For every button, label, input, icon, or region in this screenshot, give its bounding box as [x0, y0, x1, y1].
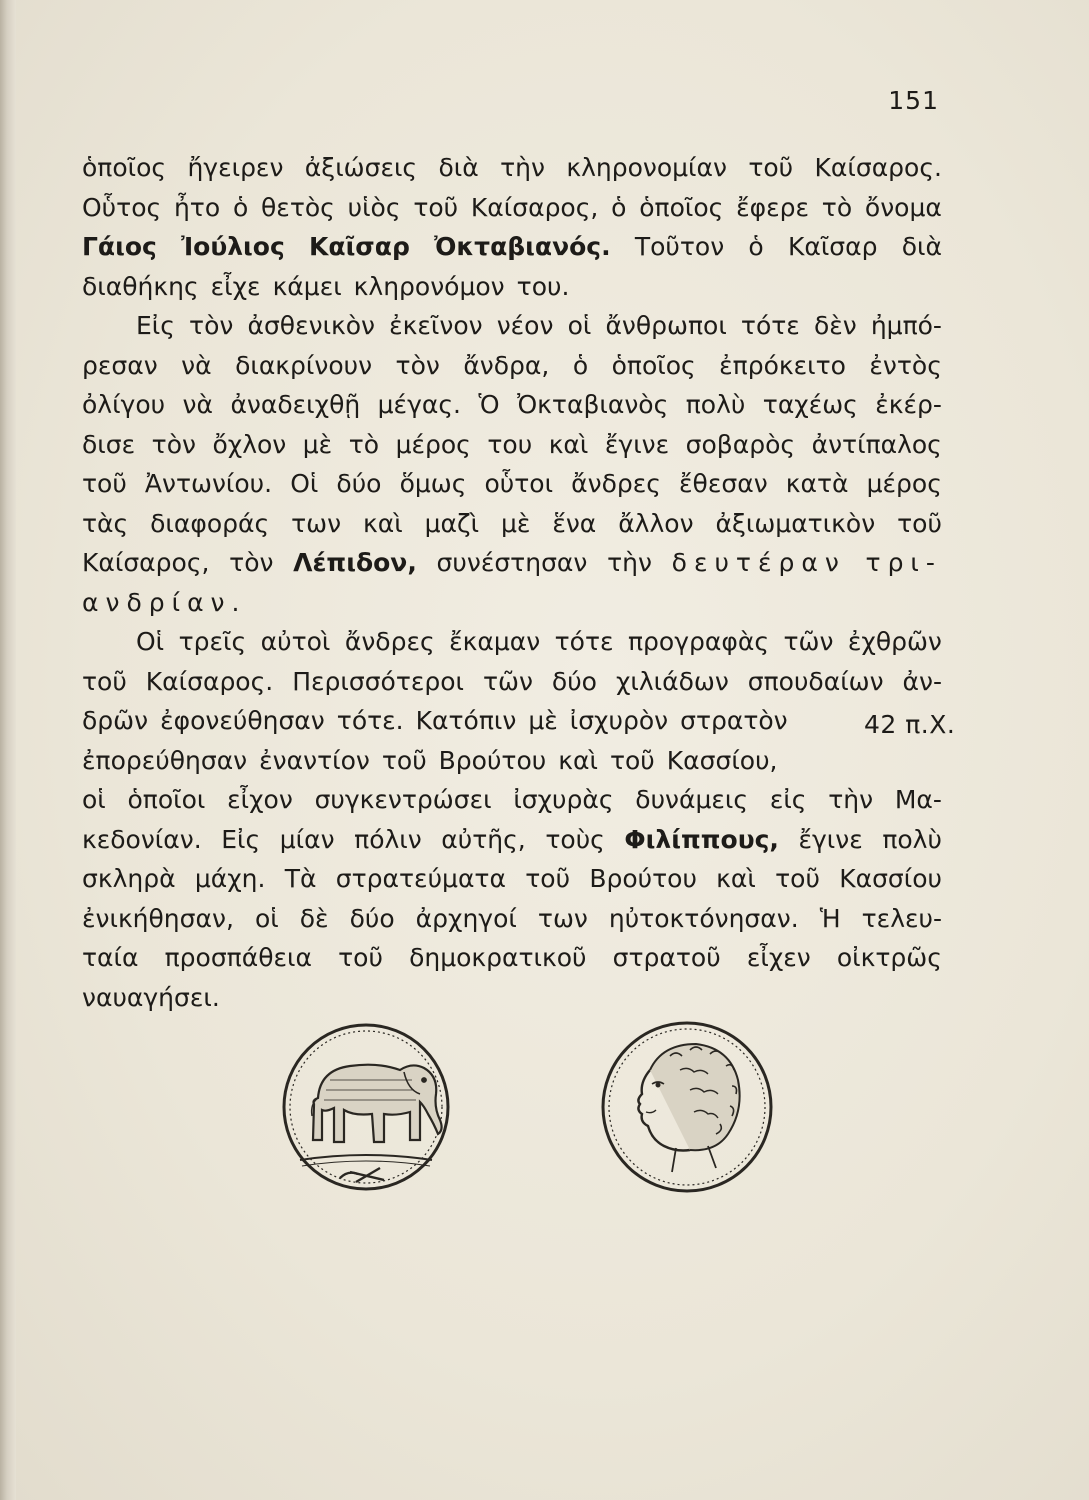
word: οὗτοι: [484, 469, 554, 498]
word: τοῦ: [775, 864, 820, 893]
word: ηὐτοκτόνησαν.: [608, 903, 799, 933]
text-line: [82, 148, 942, 188]
word: τοὺς: [545, 824, 605, 854]
word: δὲ: [299, 903, 329, 933]
word: ὁποῖοι: [127, 785, 206, 814]
word: ἀντίπαλος: [811, 429, 942, 459]
carnyx-symbol-icon: [340, 1168, 384, 1182]
text-line: [82, 543, 942, 583]
word: μέγας.: [377, 390, 461, 419]
word: Καίσαρος.: [145, 666, 274, 696]
word: τοῦ: [413, 192, 459, 222]
word: δύο: [349, 903, 395, 933]
word: ἀσθενικὸν: [247, 311, 376, 340]
word: δύο: [551, 666, 597, 696]
word: οἱ: [82, 785, 106, 814]
word: τῶν: [783, 627, 834, 656]
word: ὁ: [572, 350, 589, 380]
word: τὴν: [500, 153, 545, 182]
word: ἐκέρ-: [875, 390, 942, 419]
word: Μα-: [894, 785, 942, 814]
page-binding-shadow: [0, 0, 16, 1500]
word: μίαν: [279, 824, 335, 854]
elephant-coin: [284, 1025, 448, 1189]
text-line: [82, 583, 942, 623]
word: τὴν: [828, 785, 874, 814]
word: κληρονόμον: [353, 271, 505, 301]
word: τοῦ: [338, 943, 383, 972]
word: ὁποῖος: [82, 153, 167, 182]
word: αὐτοὶ: [260, 627, 331, 656]
word: τοῦ: [609, 745, 655, 775]
word: ἄνδρες: [571, 469, 661, 498]
word: Καίσαρος.: [814, 153, 942, 182]
word: τῶν: [483, 666, 533, 696]
word: Οἱ: [136, 627, 165, 656]
text-line: [82, 662, 942, 702]
word: ὅμως: [399, 469, 467, 498]
word: ἕνα: [552, 508, 597, 538]
word: τὸ: [821, 192, 853, 222]
word: δημοκρατικοῦ: [409, 943, 587, 972]
word: τὸν: [151, 429, 196, 459]
word: ἀξιωματικὸν: [715, 508, 876, 538]
word: δισε: [82, 429, 136, 459]
text-line: [82, 978, 942, 1018]
text-line: [82, 938, 942, 978]
word: ὁ: [748, 232, 764, 261]
text-line: [82, 622, 942, 662]
word: συγκεντρώσει: [314, 785, 492, 814]
word: ὄχλον: [212, 429, 287, 459]
word: Καίσαρος,: [82, 548, 210, 577]
word: ἄνθρωποι: [605, 311, 727, 340]
word: Ὁ: [478, 390, 500, 419]
word: ἐναντίον: [259, 745, 370, 775]
word: Καίσαρος,: [470, 192, 599, 222]
word: ἄνδρα,: [463, 350, 550, 380]
word: ἐχθρῶν: [847, 627, 942, 656]
word: σπουδαίων: [747, 666, 884, 696]
word: ὀλίγου: [82, 390, 166, 419]
word: ἐκεῖνον: [389, 311, 483, 340]
word: ναυαγήσει.: [82, 982, 220, 1012]
word: πόλιν: [354, 824, 422, 854]
word: καὶ: [362, 508, 403, 538]
word: ἔγινε: [798, 824, 863, 854]
word: τὸν: [229, 548, 274, 577]
word: ταχέως: [762, 390, 858, 419]
text-line: [82, 306, 942, 346]
word: δρῶν: [82, 706, 149, 735]
word: μὲ: [500, 508, 531, 538]
word: ὁ: [611, 192, 627, 222]
word: ἐφονεύθησαν: [160, 706, 325, 735]
word: ἀξιώσεις: [304, 153, 418, 182]
word: προγραφὰς: [628, 627, 770, 656]
word: Τὰ: [284, 864, 317, 893]
word: μαζὶ: [424, 508, 480, 538]
word: Οὗτος: [82, 192, 162, 222]
bold-name: Γάιος: [82, 232, 157, 261]
word: δύο: [336, 469, 382, 498]
word: σοβαρὸς: [685, 429, 796, 459]
word: τελευ-: [861, 903, 942, 933]
word: ρεσαν: [82, 350, 158, 380]
word: Ἀντωνίου.: [144, 469, 273, 498]
word: κληρονομίαν: [566, 153, 727, 182]
word: τὸ: [348, 429, 380, 459]
word: τὸν: [395, 350, 440, 380]
word: τὴν: [607, 548, 652, 577]
text-line: [82, 267, 942, 307]
word: τοῦ: [897, 508, 942, 538]
word: δὲν: [813, 311, 857, 340]
word: νὰ: [182, 390, 213, 419]
text-line: [82, 780, 942, 820]
word: ἔφερε: [736, 192, 809, 222]
word: Εἰς: [136, 311, 175, 340]
word: ἐντὸς: [869, 350, 942, 380]
word: των: [537, 903, 588, 933]
word: συνέστησαν: [436, 548, 588, 577]
word: κάμει: [272, 271, 342, 301]
word: ἔκαμαν: [449, 627, 541, 656]
word: αὐτῆς,: [441, 824, 526, 854]
text-line: [82, 464, 942, 504]
word: οἱ: [567, 311, 592, 340]
word: τοῦ: [748, 153, 794, 182]
bold-name: Φιλίππους,: [624, 824, 779, 854]
word: καὶ: [558, 745, 598, 775]
word: μὲ: [528, 706, 558, 735]
word: χιλιάδων: [615, 666, 729, 696]
word: τοῦ: [82, 469, 127, 498]
word: οἱ: [254, 903, 279, 933]
word: εἶχε: [210, 271, 261, 301]
word: Εἰς: [221, 824, 261, 854]
word: μέρος: [866, 469, 942, 498]
word: Περισσότεροι: [292, 666, 465, 696]
word: προσπάθεια: [164, 943, 312, 972]
elephant-icon: [312, 1065, 442, 1142]
word: διὰ: [438, 153, 479, 182]
word: μάχη.: [194, 864, 266, 893]
word: νέον: [496, 311, 554, 340]
word: του.: [516, 271, 570, 301]
word: στρατοῦ: [612, 943, 721, 972]
text-line: [82, 741, 942, 781]
word: οἰκτρῶς: [836, 943, 942, 972]
laureate-head-icon: [638, 1044, 739, 1172]
word: πολὺ: [685, 390, 746, 419]
text-line: [82, 188, 942, 228]
word: ὁποῖος: [639, 192, 724, 222]
marginal-date-note: 42 π.Χ.: [864, 710, 956, 739]
word: διακρίνουν: [235, 350, 373, 380]
word: στρατεύματα: [335, 864, 506, 893]
word: Κατόπιν: [415, 706, 517, 735]
text-line: [82, 701, 956, 741]
bold-name: Ὀκταβιανός.: [434, 232, 611, 261]
word: τότε: [554, 627, 614, 656]
text-line: [82, 504, 942, 544]
word: ἐνικήθησαν,: [82, 903, 234, 933]
word: Ἡ: [819, 903, 841, 933]
word: ὄνομα: [864, 192, 942, 222]
word: εἶχεν: [746, 943, 811, 972]
word: ἄνδρες: [344, 627, 435, 656]
word: ἠμπό-: [870, 311, 942, 340]
word: των: [291, 508, 342, 538]
word: κατὰ: [785, 469, 849, 498]
word: εἶχον: [227, 785, 293, 814]
word: τότε: [740, 311, 800, 340]
word: διαθήκης: [82, 271, 199, 301]
word: κεδονίαν.: [82, 824, 202, 854]
word: Τοῦτον: [634, 232, 725, 261]
text-line: [82, 899, 942, 939]
word: τὰς: [82, 508, 129, 538]
word: τοῦ: [381, 745, 427, 775]
word: ἐπρόκειτο: [719, 350, 846, 380]
word: τὸν: [189, 311, 234, 340]
spaced-word: δευτέραν: [671, 548, 846, 577]
word: νὰ: [181, 350, 212, 380]
word: ταία: [82, 943, 139, 972]
spaced-word: ανδρίαν.: [82, 587, 247, 617]
word: υἱὸς: [347, 192, 401, 222]
word: του: [487, 429, 533, 459]
text-line: [82, 227, 942, 267]
word: τότε.: [336, 706, 404, 735]
word: ἔθεσαν: [679, 469, 768, 498]
word: ὁ: [232, 192, 249, 222]
word: Βρούτου: [438, 745, 547, 775]
text-line: [82, 385, 942, 425]
word: εἰς: [769, 785, 807, 814]
portrait-coin: [603, 1023, 771, 1191]
word: διὰ: [901, 232, 942, 261]
page-number: 151: [888, 86, 939, 115]
word: διαφοράς: [150, 508, 270, 538]
spaced-word: τρι-: [865, 548, 942, 577]
word: στρατὸν: [680, 706, 788, 735]
bold-name: Καῖσαρ: [309, 232, 410, 261]
word: Οἱ: [290, 469, 319, 498]
word: σκληρὰ: [82, 864, 176, 893]
bold-name: Λέπιδον,: [293, 548, 417, 577]
text-line: [82, 859, 942, 899]
text-line: [82, 820, 942, 860]
word: ἔγινε: [604, 429, 670, 459]
word: ἀν-: [902, 666, 942, 696]
word: τοῦ: [82, 666, 127, 696]
bold-name: Ἰούλιος: [181, 232, 285, 261]
word: ἰσχυρὸν: [569, 706, 669, 735]
word: καὶ: [548, 429, 589, 459]
word: ἦτο: [173, 192, 221, 222]
word: Κασσίου: [839, 864, 942, 893]
word: Βρούτου: [589, 864, 697, 893]
word: ὁποῖος: [611, 350, 696, 380]
word: τρεῖς: [178, 627, 247, 656]
word: Ὀκταβιανὸς: [517, 390, 669, 419]
word: καὶ: [716, 864, 756, 893]
text-line: [82, 346, 942, 386]
word: ἤγειρεν: [187, 153, 284, 182]
word: δυνάμεις: [635, 785, 749, 814]
word: ἐπορεύθησαν: [82, 745, 248, 775]
word: μέρος: [395, 429, 471, 459]
word: τοῦ: [525, 864, 571, 893]
word: Καῖσαρ: [787, 232, 878, 261]
text-line: [82, 425, 942, 465]
word: ἄλλον: [618, 508, 694, 538]
word: ἀρχηγοί: [415, 903, 517, 933]
body-text: [82, 148, 956, 1017]
word: Κασσίου,: [666, 745, 778, 775]
word: ἀναδειχθῇ: [230, 390, 361, 419]
word: θετὸς: [261, 192, 335, 222]
word: μὲ: [302, 429, 333, 459]
word: πολὺ: [882, 824, 942, 854]
word: ἰσχυρὰς: [513, 785, 614, 814]
